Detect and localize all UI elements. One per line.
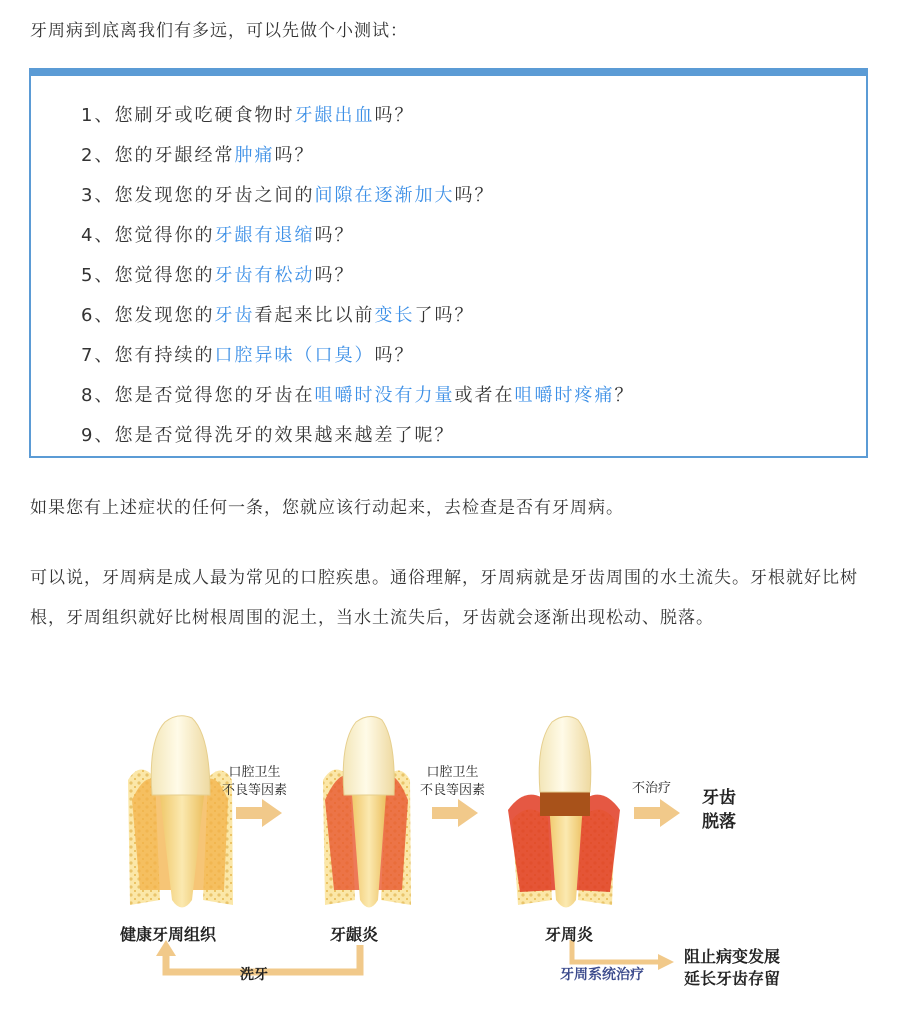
quiz-item-number: 8、 (81, 385, 115, 406)
crown-gingivitis (343, 716, 394, 795)
quiz-item-highlight: 咀嚼时没有力量 (314, 385, 455, 406)
quiz-box (29, 68, 868, 458)
quiz-item-highlight: 牙齿 (214, 305, 255, 326)
systemic-treatment-label: 牙周系统治疗 (560, 967, 644, 983)
quiz-item-text: 或者在 (454, 385, 515, 406)
quiz-list (81, 96, 634, 456)
quiz-item-number: 2、 (81, 145, 115, 166)
quiz-item (81, 176, 634, 216)
root-gingivitis (352, 795, 386, 908)
quiz-item-highlight: 口腔异味（口臭） (214, 345, 375, 366)
quiz-item-text: 吗？ (454, 185, 495, 206)
quiz-item-text: ？ (614, 385, 635, 406)
quiz-item-text: 了吗？ (414, 305, 475, 326)
scaling-label: 洗牙 (240, 967, 268, 983)
quiz-item-highlight: 肿痛 (234, 145, 275, 166)
no-treatment-label: 不治疗 (632, 781, 672, 796)
outcome-line1: 牙齿 (702, 788, 736, 808)
quiz-item (81, 96, 634, 136)
treatment-result-line2: 延长牙齿存留 (684, 969, 781, 988)
cause-label-1-line1: 口腔卫生 (228, 765, 281, 780)
tooth-gingivitis (323, 716, 411, 907)
quiz-item (81, 136, 634, 176)
quiz-item-text: 您发现您的 (114, 305, 215, 326)
paragraph-explanation: 可以说，牙周病是成人最为常见的口腔疾患。通俗理解，牙周病就是牙齿周围的水土流失。牙根就好比树根，牙周组织就好比树根周围的泥土，当水土流失后，牙齿就会逐渐出现松动、脱落。 (30, 568, 858, 628)
quiz-item (81, 256, 634, 296)
arrow-3 (634, 799, 680, 827)
stage-label-periodontitis: 牙周炎 (545, 925, 594, 944)
quiz-item-text: 您是否觉得您的牙齿在 (114, 385, 315, 406)
quiz-item-text: 吗？ (374, 105, 415, 126)
quiz-item-text: 您的牙龈经常 (114, 145, 235, 166)
crown-periodontitis (539, 716, 591, 792)
quiz-item-number: 4、 (81, 225, 115, 246)
cause-label-1-line2: 不良等因素 (222, 783, 288, 798)
cause-label-1 (222, 764, 287, 800)
tooth-healthy (128, 716, 233, 908)
quiz-item-text: 您刷牙或吃硬食物时 (114, 105, 295, 126)
quiz-item-number: 5、 (81, 265, 115, 286)
quiz-item-text: 您是否觉得洗牙的效果越来越差了呢？ (114, 425, 455, 446)
cause-label-2 (420, 764, 485, 800)
quiz-item-text: 吗？ (314, 225, 355, 246)
quiz-item-highlight: 牙齿有松动 (214, 265, 315, 286)
quiz-item (81, 336, 634, 376)
arrow-1 (236, 799, 282, 827)
quiz-item (81, 216, 634, 256)
paragraph-advice: 如果您有上述症状的任何一条，您就应该行动起来，去检查是否有牙周病。 (30, 498, 624, 518)
quiz-item-text: 看起来比以前 (254, 305, 375, 326)
quiz-item-text: 您发现您的牙齿之间的 (114, 185, 315, 206)
outcome-line2: 脱落 (702, 812, 736, 832)
quiz-item-highlight: 牙龈出血 (294, 105, 375, 126)
quiz-item-text: 您觉得您的 (114, 265, 215, 286)
quiz-item-number: 9、 (81, 425, 115, 446)
cause-label-2-line2: 不良等因素 (420, 783, 486, 798)
outcome-label (702, 786, 736, 834)
quiz-item-number: 6、 (81, 305, 115, 326)
quiz-item-text: 吗？ (374, 345, 415, 366)
quiz-item-text: 您有持续的 (114, 345, 215, 366)
quiz-item-highlight: 变长 (374, 305, 415, 326)
stage-label-gingivitis: 牙龈炎 (330, 925, 379, 944)
treatment-result-label (684, 946, 780, 990)
arrow-2 (432, 799, 478, 827)
quiz-item (81, 376, 634, 416)
intro-text: 牙周病到底离我们有多远，可以先做个小测试： (30, 21, 408, 41)
quiz-item-number: 1、 (81, 105, 115, 126)
cause-label-2-line1: 口腔卫生 (426, 765, 479, 780)
root-healthy (160, 795, 204, 908)
quiz-item-text: 吗？ (314, 265, 355, 286)
stage-label-healthy: 健康牙周组织 (120, 925, 217, 944)
treatment-result-line1: 阻止病变发展 (684, 947, 781, 966)
quiz-item-highlight: 间隙在逐渐加大 (314, 185, 455, 206)
quiz-item-number: 3、 (81, 185, 115, 206)
quiz-item-highlight: 牙龈有退缩 (214, 225, 315, 246)
quiz-item (81, 296, 634, 336)
periodontal-disease-diagram (0, 700, 900, 1022)
tooth-periodontitis (508, 716, 620, 907)
treatment-arrowhead (658, 954, 674, 970)
quiz-item-text: 您觉得你的 (114, 225, 215, 246)
quiz-item-text: 吗？ (274, 145, 315, 166)
quiz-item-number: 7、 (81, 345, 115, 366)
crown-healthy (151, 716, 210, 795)
quiz-item-highlight: 咀嚼时疼痛 (514, 385, 615, 406)
quiz-item (81, 416, 634, 456)
